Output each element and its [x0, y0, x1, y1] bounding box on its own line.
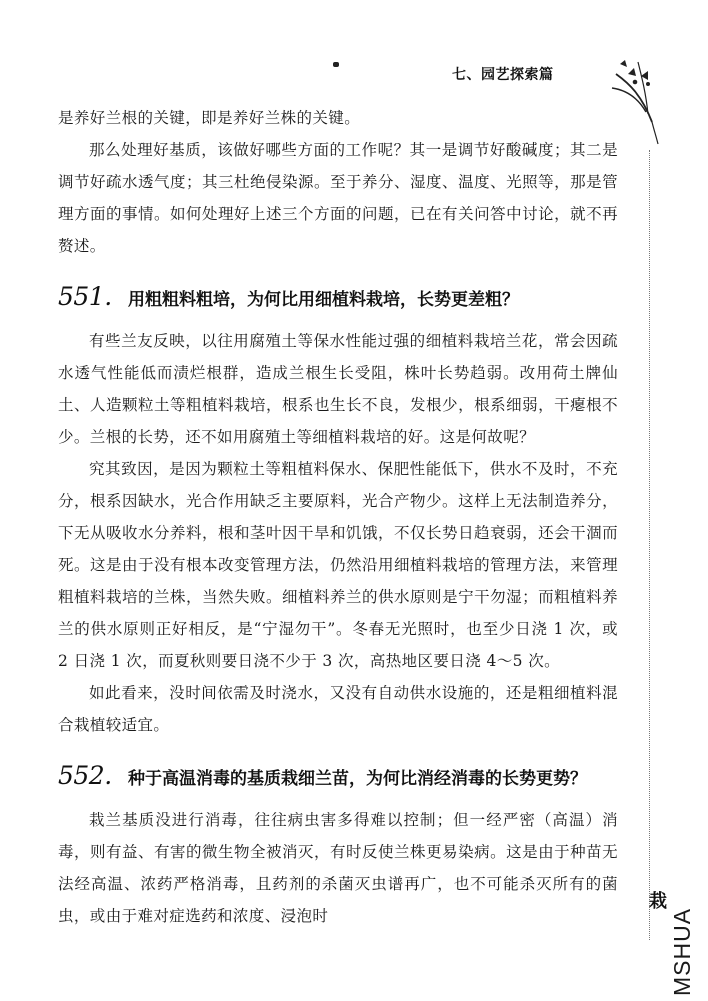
- paragraph: 栽兰基质没进行消毒，往往病虫害多得难以控制；但一经严密（高温）消毒，则有益、有害的微生物全被消灭，有时反使兰株更易染病。这是由于种苗无法经高温、浓药严格消毒，且药剂的杀菌灭虫谱再广，也不可能杀灭所有的菌虫，或由于难对症选药和浓度、浸泡时: [58, 811, 618, 925]
- question-title: 用粗粗料粗培，为何比用细植料栽培，长势更差粗？: [128, 290, 519, 310]
- paragraph: 如此看来，没时间依需及时浇水，又没有自动供水设施的，还是粗细植料混合栽植较适宜。: [58, 684, 618, 734]
- print-mark: [333, 62, 339, 67]
- svg-text:MSHUA: MSHUA: [669, 907, 695, 996]
- paragraph: 那么处理好基质，该做好哪些方面的工作呢？其一是调节好酸碱度；其二是调节好疏水透气度；其三杜绝侵染源。至于养分、湿度、温度、光照等，那是管理方面的事情。如何处理好上述三个方面的问题，已在有关问答中讨论，就不再赘述。: [58, 141, 618, 255]
- question-title: 种于高温消毒的基质栽细兰苗，为何比消经消毒的长势更势？: [128, 769, 587, 789]
- page-body: [58, 102, 618, 932]
- question-heading: [58, 761, 618, 794]
- paragraph: 究其致因，是因为颗粒土等粗植料保水、保肥性能低下，供水不及时，不充分，根系因缺水，光合作用缺乏主要原料，光合产物少。这样上无法制造养分，下无从吸收水分养料，根和茎叶因干旱和饥饿，不仅长势日趋衰弱，还会干涸而死。这是由于没有根本改变管理方法，仍然沿用细植料栽培的管理方法，来管理粗植料栽培的兰株，当然失败。细植料养兰的供水原则是宁干勿湿；而粗植料养兰的供水原则正好相反，是“宁湿勿干”。冬春无光照时，也至少日浇 1 次，或 2 日浇 1 次，而夏秋则要日浇不少于 3 次，高热地区要日浇 4～5 次。: [58, 460, 618, 670]
- question-number: 551.: [58, 282, 112, 311]
- paragraph: 是养好兰根的关键，即是养好兰株的关键。: [58, 109, 361, 127]
- question-number: 552.: [58, 761, 112, 790]
- question-heading: [58, 282, 618, 315]
- margin-dotted-rule: [649, 150, 650, 940]
- section-side-tab: 栽: [649, 891, 667, 912]
- watermark: [666, 880, 698, 998]
- running-head: 七、园艺探索篇: [452, 67, 554, 83]
- paragraph: 有些兰友反映，以往用腐殖土等保水性能过强的细植料栽培兰花，常会因疏水透气性能低而渍烂根群，造成兰根生长受阻，株叶长势趋弱。改用荷土牌仙土、人造颗粒土等粗植料栽培，根系也生长不良，发根少，根系细弱，干瘪根不少。兰根的长势，还不如用腐殖土等细植料栽培的好。这是何故呢？: [58, 332, 618, 446]
